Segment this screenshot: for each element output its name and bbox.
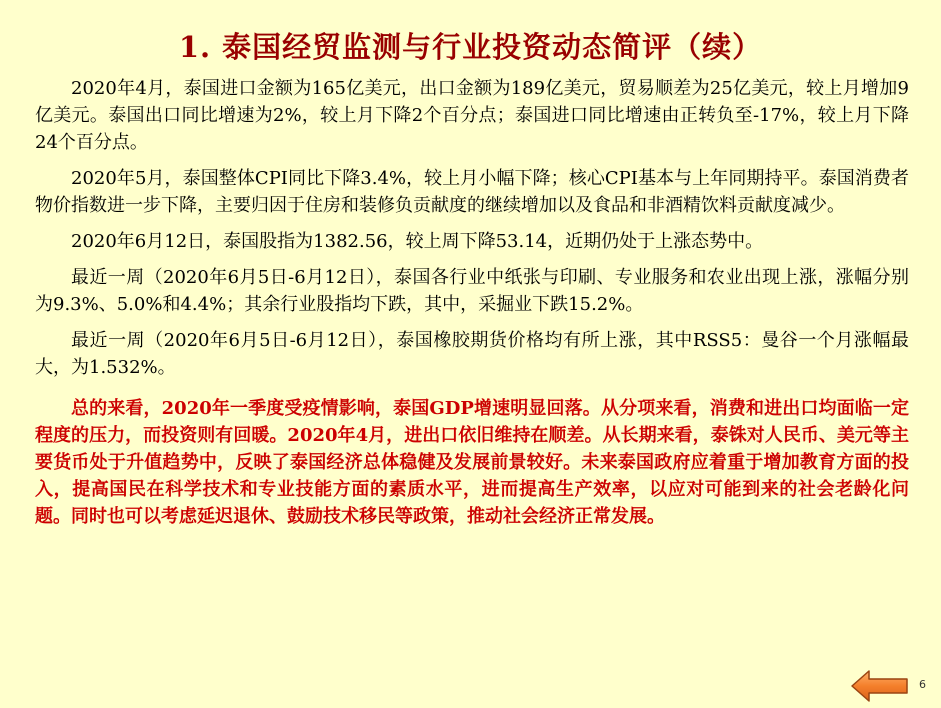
paragraph-industry: 最近一周（2020年6月5日-6月12日），泰国各行业中纸张与印刷、专业服务和农业出现上涨，涨幅分别为9.3%、5.0%和4.4%；其余行业股指均下跌，其中，采掘业下跌15.2%。 (35, 267, 909, 315)
paragraph-stock-index: 2020年6月12日，泰国股指为1382.56，较上周下降53.14，近期仍处于上涨态势中。 (71, 231, 764, 252)
paragraph-cpi: 2020年5月，泰国整体CPI同比下降3.4%，较上月小幅下降；核心CPI基本与上年同期持平。泰国消费者物价指数进一步下降，主要归因于住房和装修负贡献度的继续增加以及食品和非酒精饮料贡献度减少。 (35, 168, 909, 216)
back-button[interactable] (850, 668, 910, 704)
paragraph-rubber-futures: 最近一周（2020年6月5日-6月12日），泰国橡胶期货价格均有所上涨，其中RSS5：曼谷一个月涨幅最大，为1.532%。 (35, 330, 909, 378)
page-number: 6 (919, 678, 926, 691)
paragraph-trade: 2020年4月，泰国进口金额为165亿美元，出口金额为189亿美元，贸易顺差为25亿美元，较上月增加9亿美元。泰国出口同比增速为2%，较上月下降2个百分点；泰国进口同比增速由正转负至-17%，较上月下降24个百分点。 (35, 78, 909, 153)
slide-title: 1. 泰国经贸监测与行业投资动态简评（续） (178, 30, 763, 64)
summary-paragraph: 总的来看，2020年一季度受疫情影响，泰国GDP增速明显回落。从分项来看，消费和进出口均面临一定程度的压力，而投资则有回暖。2020年4月，进出口依旧维持在顺差。从长期来看，泰铢对人民币、美元等主要货币处于升值趋势中，反映了泰国经济总体稳健及发展前景较好。未来泰国政府应着重于增加教育方面的投入，提高国民在科学技术和专业技能方面的素质水平，进而提高生产效率，以应对可能到来的社会老龄化问题。同时也可以考虑延迟退休、鼓励技术移民等政策，推动社会经济正常发展。 (35, 398, 909, 527)
left-arrow-icon (850, 668, 910, 704)
slide-body (35, 75, 909, 539)
